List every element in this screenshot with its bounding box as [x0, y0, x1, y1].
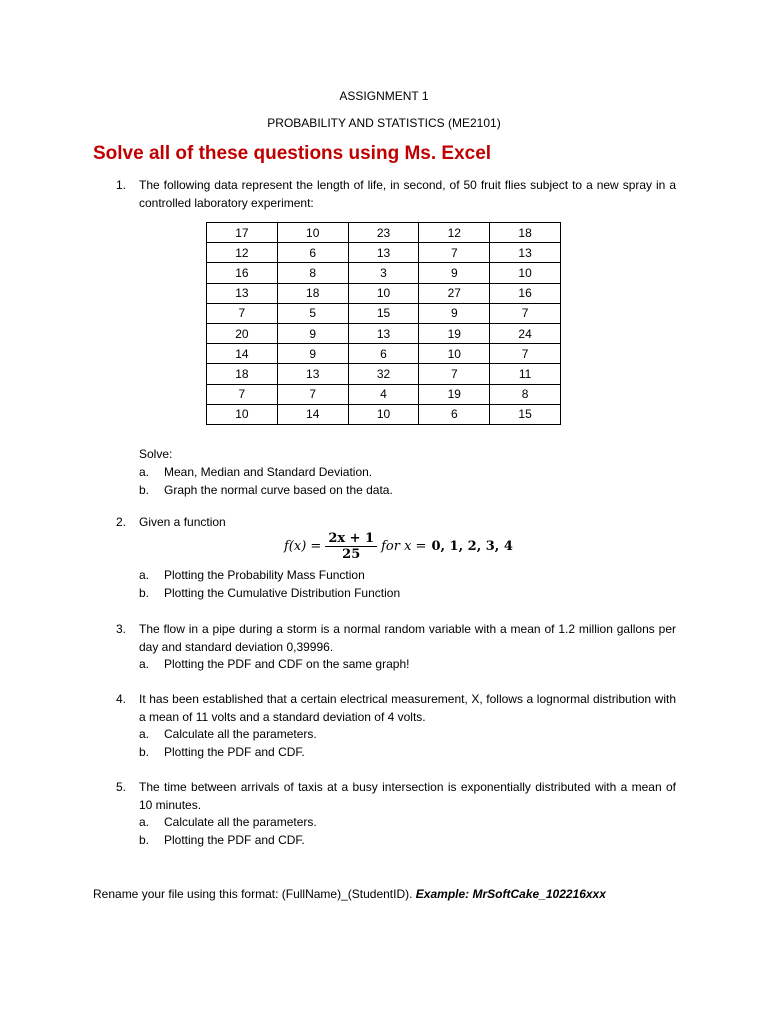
formula-domain: 0, 1, 2, 3, 4 — [431, 539, 513, 554]
table-cell: 5 — [277, 303, 348, 323]
item-letter: a. — [139, 815, 150, 829]
table-cell: 12 — [207, 243, 278, 263]
table-cell: 8 — [490, 384, 561, 404]
q4-item-b — [139, 744, 676, 762]
table-row — [207, 303, 561, 323]
item-text: Mean, Median and Standard Deviation. — [164, 465, 373, 479]
function-formula — [284, 531, 513, 562]
table-cell: 7 — [490, 344, 561, 364]
rename-example: Example: MrSoftCake_102216xxx — [415, 887, 606, 901]
q2-items — [116, 567, 676, 602]
table-cell: 32 — [348, 364, 419, 384]
question-3 — [116, 621, 676, 674]
table-cell: 12 — [419, 223, 490, 243]
rename-instruction — [93, 887, 606, 901]
table-cell: 6 — [419, 404, 490, 424]
item-letter: a. — [139, 465, 150, 479]
table-row — [207, 283, 561, 303]
item-letter: a. — [139, 568, 150, 582]
table-cell: 11 — [490, 364, 561, 384]
item-text: Plotting the PDF and CDF. — [164, 744, 305, 759]
table-cell: 9 — [277, 344, 348, 364]
question-4 — [116, 691, 676, 761]
item-text: Plotting the PDF and CDF. — [164, 832, 305, 847]
table-cell: 6 — [348, 344, 419, 364]
table-row — [207, 323, 561, 343]
item-text: Plotting the Cumulative Distribution Function — [164, 585, 401, 600]
table-cell: 9 — [419, 303, 490, 323]
item-letter: b. — [139, 585, 150, 600]
table-cell: 7 — [419, 364, 490, 384]
data-table — [206, 222, 561, 425]
item-text: Plotting the Probability Mass Function — [164, 568, 365, 582]
table-cell: 9 — [419, 263, 490, 283]
table-row — [207, 404, 561, 424]
q5-item-a — [139, 814, 676, 832]
table-cell: 18 — [490, 223, 561, 243]
q1-item-a — [139, 463, 639, 481]
table-cell: 23 — [348, 223, 419, 243]
table-cell: 13 — [277, 364, 348, 384]
question-1 — [116, 177, 676, 212]
table-row — [207, 344, 561, 364]
table-cell: 7 — [419, 243, 490, 263]
table-row — [207, 364, 561, 384]
q3-item-a — [139, 656, 676, 674]
table-cell: 3 — [348, 263, 419, 283]
solve-label: Solve: — [139, 447, 173, 461]
item-text: Graph the normal curve based on the data. — [164, 483, 393, 497]
table-cell: 24 — [490, 323, 561, 343]
table-cell: 16 — [207, 263, 278, 283]
formula-lhs: f(x) = — [284, 539, 322, 554]
table-cell: 10 — [207, 404, 278, 424]
item-text: Calculate all the parameters. — [164, 815, 317, 829]
table-cell: 7 — [207, 303, 278, 323]
table-cell: 13 — [348, 323, 419, 343]
q5-item-b — [139, 832, 676, 850]
item-letter: a. — [139, 657, 150, 671]
table-cell: 6 — [277, 243, 348, 263]
question-number: 5. — [116, 780, 127, 794]
question-text: The time between arrivals of taxis at a busy intersection is exponentially distributed with a mean of 10 minutes. — [139, 780, 676, 812]
table-cell: 10 — [490, 263, 561, 283]
formula-for: for x = — [381, 539, 427, 554]
table-cell: 14 — [207, 344, 278, 364]
q1-item-b — [139, 481, 639, 499]
question-2 — [116, 514, 676, 532]
question-number: 4. — [116, 692, 127, 706]
item-letter: b. — [139, 483, 150, 497]
table-cell: 10 — [348, 404, 419, 424]
table-cell: 19 — [419, 323, 490, 343]
table-cell: 17 — [207, 223, 278, 243]
item-letter: b. — [139, 832, 150, 847]
table-cell: 7 — [490, 303, 561, 323]
question-text: The flow in a pipe during a storm is a normal random variable with a mean of 1.2 million gallons per day and standard deviation 0,39996. — [139, 622, 676, 654]
course-title: PROBABILITY AND STATISTICS (ME2101) — [267, 116, 501, 130]
table-cell: 15 — [348, 303, 419, 323]
question-number: 3. — [116, 622, 127, 636]
table-row — [207, 243, 561, 263]
question-5 — [116, 779, 676, 849]
formula-denominator: 25 — [342, 547, 361, 562]
question-number: 2. — [116, 515, 127, 529]
table-row — [207, 384, 561, 404]
item-text: Plotting the PDF and CDF on the same graph! — [164, 657, 410, 671]
table-cell: 13 — [207, 283, 278, 303]
table-cell: 18 — [277, 283, 348, 303]
formula-numerator: 2x + 1 — [325, 531, 377, 547]
table-cell: 10 — [277, 223, 348, 243]
formula-fraction — [325, 531, 377, 562]
assignment-title: ASSIGNMENT 1 — [339, 89, 429, 103]
table-cell: 7 — [207, 384, 278, 404]
question-text: The following data represent the length of life, in second, of 50 fruit flies subject to a new spray in a controlled laboratory experiment: — [139, 178, 676, 210]
q2-item-b — [139, 585, 676, 603]
table-row — [207, 223, 561, 243]
table-cell: 9 — [277, 323, 348, 343]
table-cell: 10 — [419, 344, 490, 364]
item-letter: a. — [139, 727, 150, 741]
question-text: Given a function — [139, 515, 226, 529]
item-text: Calculate all the parameters. — [164, 727, 317, 741]
table-cell: 10 — [348, 283, 419, 303]
table-cell: 20 — [207, 323, 278, 343]
table-cell: 16 — [490, 283, 561, 303]
q2-item-a — [139, 567, 676, 585]
item-letter: b. — [139, 744, 150, 759]
table-cell: 19 — [419, 384, 490, 404]
table-cell: 4 — [348, 384, 419, 404]
instruction-heading: Solve all of these questions using Ms. Excel — [93, 143, 492, 164]
table-cell: 14 — [277, 404, 348, 424]
rename-text: Rename your file using this format: (FullName)_(StudentID). — [93, 887, 413, 901]
table-cell: 27 — [419, 283, 490, 303]
q1-solve — [139, 445, 639, 499]
question-text: It has been established that a certain electrical measurement, X, follows a lognormal distribution with a mean of 11 volts and a standard deviation of 4 volts. — [139, 692, 676, 724]
table-cell: 7 — [277, 384, 348, 404]
question-number: 1. — [116, 178, 127, 192]
table-cell: 18 — [207, 364, 278, 384]
table-cell: 13 — [348, 243, 419, 263]
q4-item-a — [139, 726, 676, 744]
table-cell: 15 — [490, 404, 561, 424]
table-cell: 8 — [277, 263, 348, 283]
table-cell: 13 — [490, 243, 561, 263]
table-row — [207, 263, 561, 283]
